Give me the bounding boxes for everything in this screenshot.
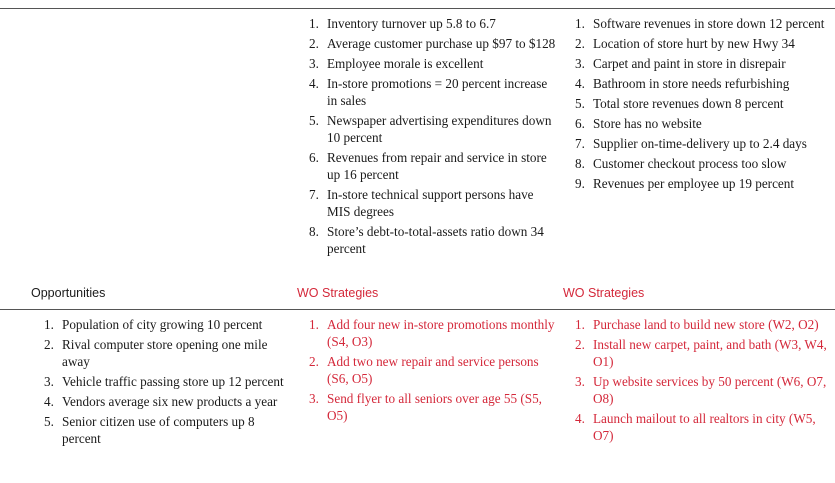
item-number: 8.: [575, 156, 585, 171]
opportunities-list: [44, 316, 294, 447]
opportunities-header: Opportunities: [31, 286, 106, 300]
list-item: [44, 393, 294, 410]
item-number: 3.: [309, 56, 319, 71]
wo-strategies-header: WO Strategies: [563, 286, 645, 300]
list-item: [44, 413, 294, 447]
item-number: 3.: [44, 374, 54, 389]
list-item: [575, 35, 830, 52]
item-text: Store’s debt-to-total-assets ratio down 34 percent: [327, 224, 544, 256]
item-number: 3.: [309, 391, 319, 406]
item-text: In-store technical support persons have MIS degrees: [327, 187, 534, 219]
list-item: [575, 55, 830, 72]
item-number: 2.: [44, 337, 54, 352]
wo-strategies-column: [575, 316, 830, 447]
item-text: Vehicle traffic passing store up 12 percent: [62, 374, 284, 389]
item-text: Send flyer to all seniors over age 55 (S5, O5): [327, 391, 542, 423]
item-number: 6.: [309, 150, 319, 165]
weaknesses-list: [575, 15, 830, 192]
section-rule: [0, 309, 835, 310]
list-item: [309, 35, 559, 52]
item-number: 4.: [309, 76, 319, 91]
list-item: [575, 95, 830, 112]
top-rule: [0, 8, 835, 9]
item-text: Supplier on-time-delivery up to 2.4 days: [593, 136, 807, 151]
list-item: [309, 75, 559, 109]
list-item: [44, 373, 294, 390]
item-text: Vendors average six new products a year: [62, 394, 278, 409]
list-item: [575, 410, 830, 444]
list-item: [575, 115, 830, 132]
so-strategies-header: WO Strategies: [297, 286, 379, 300]
item-number: 2.: [575, 36, 585, 51]
item-number: 4.: [575, 76, 585, 91]
item-number: 2.: [575, 337, 585, 352]
item-text: Customer checkout process too slow: [593, 156, 787, 171]
item-number: 2.: [309, 36, 319, 51]
item-text: Average customer purchase up $97 to $128: [327, 36, 556, 51]
item-text: Bathroom in store needs refurbishing: [593, 76, 790, 91]
list-item: [575, 75, 830, 92]
opportunities-column: [44, 316, 294, 450]
list-item: [575, 373, 830, 407]
item-number: 7.: [309, 187, 319, 202]
item-number: 6.: [575, 116, 585, 131]
so-strategies-column: [309, 316, 559, 427]
list-item: [309, 55, 559, 72]
item-number: 5.: [575, 96, 585, 111]
item-text: Inventory turnover up 5.8 to 6.7: [327, 16, 496, 31]
list-item: [575, 155, 830, 172]
item-text: Install new carpet, paint, and bath (W3, W4, O1): [593, 337, 827, 369]
item-text: Launch mailout to all realtors in city (W5, O7): [593, 411, 816, 443]
item-text: Newspaper advertising expenditures down 10 percent: [327, 113, 552, 145]
item-text: Add four new in-store promotions monthly (S4, O3): [327, 317, 555, 349]
so-strategies-list: [309, 316, 559, 424]
item-text: Add two new repair and service persons (S6, O5): [327, 354, 539, 386]
item-number: 3.: [575, 56, 585, 71]
item-number: 4.: [575, 411, 585, 426]
list-item: [309, 15, 559, 32]
item-text: In-store promotions = 20 percent increase in sales: [327, 76, 548, 108]
item-text: Senior citizen use of computers up 8 percent: [62, 414, 255, 446]
item-number: 1.: [309, 317, 319, 332]
item-text: Location of store hurt by new Hwy 34: [593, 36, 795, 51]
item-number: 2.: [309, 354, 319, 369]
item-number: 9.: [575, 176, 585, 191]
item-number: 1.: [575, 317, 585, 332]
list-item: [309, 186, 559, 220]
list-item: [309, 149, 559, 183]
item-text: Revenues from repair and service in store up 16 percent: [327, 150, 547, 182]
item-number: 8.: [309, 224, 319, 239]
list-item: [575, 316, 830, 333]
strengths-column: [309, 15, 559, 260]
item-text: Purchase land to build new store (W2, O2): [593, 317, 819, 332]
list-item: [309, 353, 559, 387]
item-text: Population of city growing 10 percent: [62, 317, 263, 332]
item-text: Up website services by 50 percent (W6, O7, O8): [593, 374, 827, 406]
item-text: Total store revenues down 8 percent: [593, 96, 784, 111]
list-item: [575, 135, 830, 152]
list-item: [309, 223, 559, 257]
item-number: 5.: [309, 113, 319, 128]
item-number: 1.: [309, 16, 319, 31]
item-text: Rival computer store opening one mile away: [62, 337, 268, 369]
item-number: 4.: [44, 394, 54, 409]
item-text: Employee morale is excellent: [327, 56, 484, 71]
item-text: Software revenues in store down 12 percent: [593, 16, 825, 31]
item-number: 1.: [44, 317, 54, 332]
item-text: Revenues per employee up 19 percent: [593, 176, 795, 191]
wo-strategies-list: [575, 316, 830, 444]
strengths-list: [309, 15, 559, 257]
item-number: 5.: [44, 414, 54, 429]
list-item: [309, 112, 559, 146]
list-item: [44, 316, 294, 333]
item-number: 3.: [575, 374, 585, 389]
item-number: 7.: [575, 136, 585, 151]
list-item: [44, 336, 294, 370]
weaknesses-column: [575, 15, 830, 195]
list-item: [309, 390, 559, 424]
item-number: 1.: [575, 16, 585, 31]
list-item: [575, 336, 830, 370]
list-item: [575, 175, 830, 192]
item-text: Store has no website: [593, 116, 702, 131]
list-item: [309, 316, 559, 350]
list-item: [575, 15, 830, 32]
item-text: Carpet and paint in store in disrepair: [593, 56, 786, 71]
